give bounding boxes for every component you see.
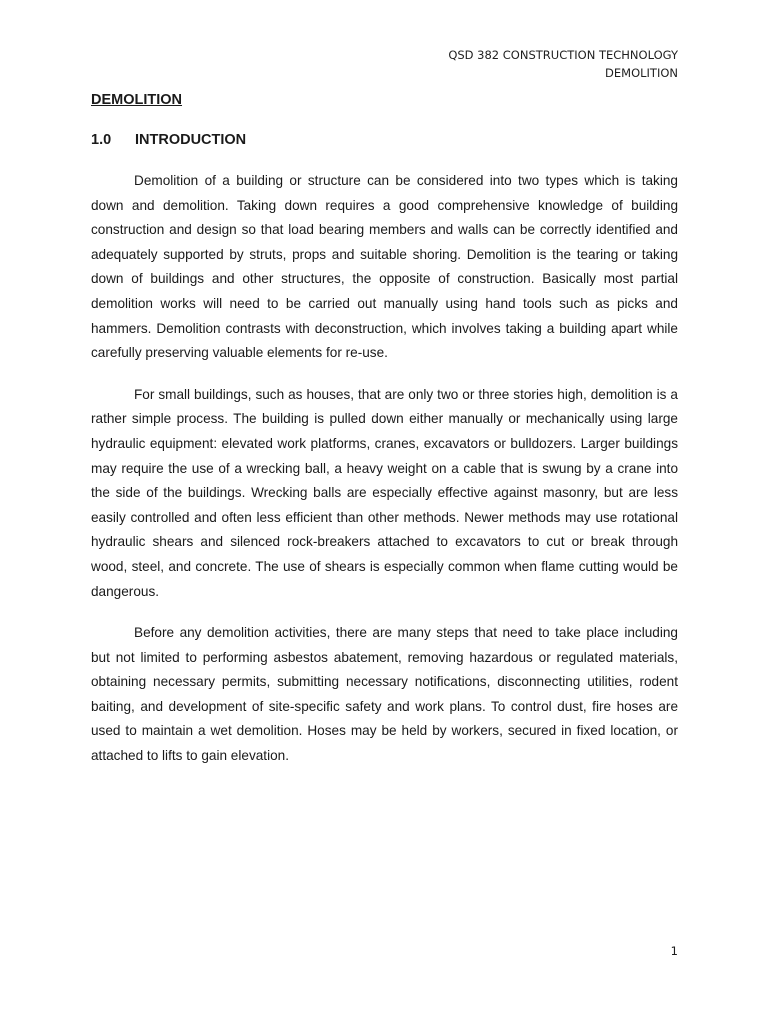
header-course-title: QSD 382 CONSTRUCTION TECHNOLOGY bbox=[448, 48, 678, 62]
running-header bbox=[448, 46, 678, 82]
body-text bbox=[91, 169, 678, 786]
document-title: DEMOLITION bbox=[91, 92, 183, 108]
paragraph-2: For small buildings, such as houses, that are only two or three stories high, demolition is a rather simple process. The building is pulled down either manually or mechanically using large hydraulic equipment: elevated work platforms, cranes, excavators or bulldozers. Larger buildings may require the use of a wrecking ball, a heavy weight on a cable that is swung by a crane into the side of the buildings. Wrecking balls are especially effective against masonry, but are less easily controlled and often less efficient than other methods. Newer methods may use rotational hydraulic shears and silenced rock-breakers attached to excavators to cut or break through wood, steel, and concrete. The use of shears is especially common when flame cutting would be dangerous. bbox=[91, 386, 678, 599]
paragraph-3: Before any demolition activities, there are many steps that need to take place including but not limited to performing asbestos abatement, removing hazardous or regulated materials, obtaining necessary permits, submitting necessary notifications, disconnecting utilities, rodent baiting, and development of site-specific safety and work plans. To control dust, fire hoses are used to maintain a wet demolition. Hoses may be held by workers, secured in fixed location, or attached to lifts to gain elevation. bbox=[91, 625, 678, 764]
section-title: INTRODUCTION bbox=[135, 132, 247, 148]
paragraph-1: Demolition of a building or structure can be considered into two types which is taking down and demolition. Taking down requires a good comprehensive knowledge of building construction and design so that load bearing members and walls can be correctly identified and adequately supported by struts, props and suitable shoring. Demolition is the tearing or taking down of buildings and other structures, the opposite of construction. Basically most partial demolition works will need to be carried out manually using hand tools such as picks and hammers. Demolition contrasts with deconstruction, which involves taking a building apart while carefully preserving valuable elements for re-use. bbox=[91, 173, 678, 361]
header-topic: DEMOLITION bbox=[605, 66, 678, 80]
page-number: 1 bbox=[670, 944, 678, 958]
section-heading bbox=[91, 132, 246, 148]
section-number: 1.0 bbox=[91, 132, 112, 148]
